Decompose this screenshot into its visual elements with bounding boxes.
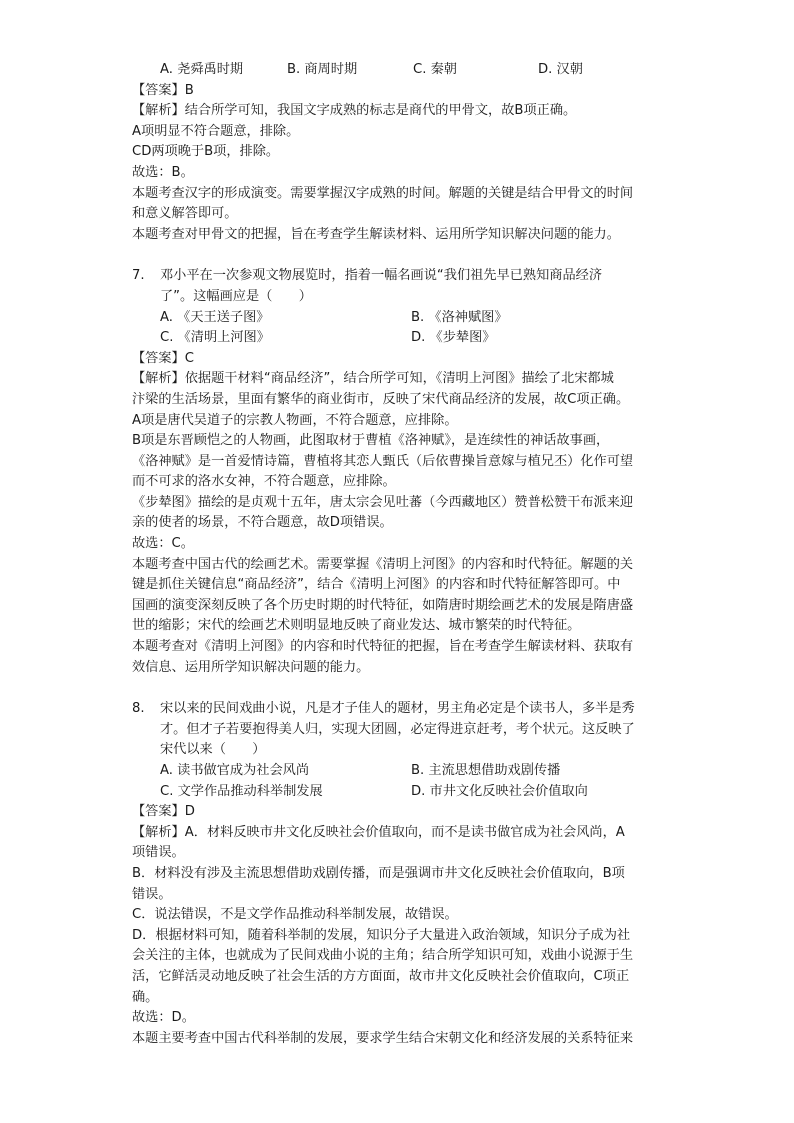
text-line: C．说法错误，不是文学作品推动科举制发展，故错误。 — [132, 907, 458, 923]
q6-option-a: A. 尧舜禹时期 — [160, 62, 244, 77]
text-line: 本题考查对《清明上河图》的内容和时代特征的把握，旨在考查学生解读材料、获取有 — [132, 639, 634, 655]
q6-options — [132, 60, 662, 81]
text-line: 世的缩影；宋代的绘画艺术则明显地反映了商业发达、城市繁荣的时代特征。 — [132, 618, 581, 634]
text-line: 本题考查对甲骨文的把握，旨在考查学生解读材料、运用所学知识解决问题的能力。 — [132, 226, 620, 242]
q8-option-d: D. 市井文化反映社会价值取向 — [411, 783, 588, 799]
text-line: CD两项晚于B项，排除。 — [132, 144, 280, 160]
text-line: B项是东晋顾恺之的人物画，此图取材于曹植《洛神赋》，是连续性的神话故事画， — [132, 433, 610, 449]
text-line: 项错误。 — [132, 845, 185, 861]
answer-value: D — [184, 804, 195, 820]
q8-options-row1 — [132, 761, 662, 782]
q6-option-c: C. 秦朝 — [413, 62, 457, 77]
text-line: 确。 — [132, 989, 159, 1005]
analysis-tag: 【解析】 — [132, 103, 185, 119]
text-line: B．材料没有涉及主流思想借助戏剧传播，而是强调市井文化反映社会价值取向，B项 — [132, 865, 625, 881]
text-line: A项是唐代吴道子的宗教人物画，不符合题意，应排除。 — [132, 412, 458, 428]
q8-options-row2 — [132, 782, 662, 803]
text-line: 本题主要考查中国古代科举制的发展，要求学生结合宋朝文化和经济发展的关系特征来 — [132, 1030, 634, 1046]
analysis-tag: 【解析】 — [132, 371, 185, 387]
q7-stem: 7. 邓小平在一次参观文物展览时，指着一幅名画说“我们祖先早已熟知商品经济 了”。这幅画应是（ ） — [132, 266, 662, 307]
answer-tag: 【答案】 — [132, 82, 185, 98]
document-page — [132, 60, 662, 1049]
answer-value: B — [184, 82, 194, 98]
text-line: D．根据材料可知，随着科举制的发展，知识分子大量进入政治领域，知识分子成为社 — [132, 927, 631, 943]
q6-answer — [132, 81, 662, 102]
question-number: 7. — [132, 268, 145, 284]
q7-options-row1 — [132, 308, 662, 329]
text-line: 《步辇图》描绘的是贞观十五年，唐太宗会见吐蕃（今西藏地区）赞普松赞干布派来迎 — [132, 494, 634, 510]
q6-analysis-first: 【解析】结合所学可知，我国文字成熟的标志是商代的甲骨文，故B项正确。 — [132, 103, 577, 119]
text-line: 活，它鲜活灵动地反映了社会生活的方方面面，故市井文化反映社会价值取向，C项正 — [132, 968, 630, 984]
analysis-tag: 【解析】 — [132, 824, 185, 840]
q8-option-b: B. 主流思想借助戏剧传播 — [411, 763, 561, 778]
q7-answer — [132, 349, 662, 370]
q8-stem: 8. 宋以来的民间戏曲小说，凡是才子佳人的题材，男主角必定是个读书人，多半是秀 才。但才子若要抱得美人归，实现大团圆，必定得进京赶考，考个状元。这反映了 宋代以来（ ） — [132, 699, 662, 761]
text-line: 本题考查中国古代的绘画艺术。需要掌握《清明上河图》的内容和时代特征。解题的关 — [132, 556, 634, 572]
text-line: A项明显不符合题意，排除。 — [132, 123, 300, 139]
text-line: 故选：D。 — [132, 1010, 195, 1026]
q6-option-b: B. 商周时期 — [287, 62, 358, 77]
q8-option-c: C. 文学作品推动科举制发展 — [160, 783, 323, 799]
q6-option-d: D. 汉朝 — [538, 62, 583, 77]
text-line: 效信息、运用所学知识解决问题的能力。 — [132, 659, 370, 675]
text-line: 国画的演变深刻反映了各个历史时期的时代特征，如隋唐时期绘画艺术的发展是隋唐盛 — [132, 597, 634, 613]
q7-option-a: A. 《天王送子图》 — [160, 309, 270, 325]
q7-option-b: B. 《洛神赋图》 — [411, 309, 508, 325]
question-number: 8. — [132, 701, 145, 717]
text-line: 亲的使者的场景，不符合题意，故D项错误。 — [132, 515, 393, 531]
q7-options-row2 — [132, 328, 662, 349]
answer-value: C — [184, 350, 194, 366]
text-line: 和意义解答即可。 — [132, 206, 238, 222]
text-line: 错误。 — [132, 886, 172, 902]
q8-option-a: A. 读书做官成为社会风尚 — [160, 763, 310, 778]
answer-tag: 【答案】 — [132, 804, 185, 820]
text-line: 键是抓住关键信息“商品经济”，结合《清明上河图》的内容和时代特征解答即可。中 — [132, 577, 621, 593]
q8-analysis-first: 【解析】A．材料反映市井文化反映社会价值取向，而不是读书做官成为社会风尚，A — [132, 824, 625, 840]
text-line: 本题考查汉字的形成演变。需要掌握汉字成熟的时间。解题的关键是结合甲骨文的时间 — [132, 185, 634, 201]
answer-tag: 【答案】 — [132, 350, 185, 366]
text-line: 故选：B。 — [132, 164, 194, 180]
q7-analysis-first: 【解析】依据题干材料“商品经济”，结合所学可知，《清明上河图》描绘了北宋都城 — [132, 371, 614, 387]
text-line: 汴梁的生活场景，里面有繁华的商业街市，反映了宋代商品经济的发展，故C项正确。 — [132, 391, 630, 407]
text-line: 而不可求的洛水女神，不符合题意，应排除。 — [132, 474, 396, 490]
q7-option-d: D. 《步辇图》 — [411, 330, 496, 346]
q8-answer — [132, 802, 662, 823]
q7-option-c: C. 《清明上河图》 — [160, 330, 270, 346]
text-line: 会关注的主体，也就成为了民间戏曲小说的主角；结合所学知识可知，戏曲小说源于生 — [132, 948, 634, 964]
text-line: 故选：C。 — [132, 536, 194, 552]
text-line: 《洛神赋》是一首爱情诗篇，曹植将其恋人甄氏（后依曹操旨意嫁与植兄丕）化作可望 — [132, 453, 634, 469]
